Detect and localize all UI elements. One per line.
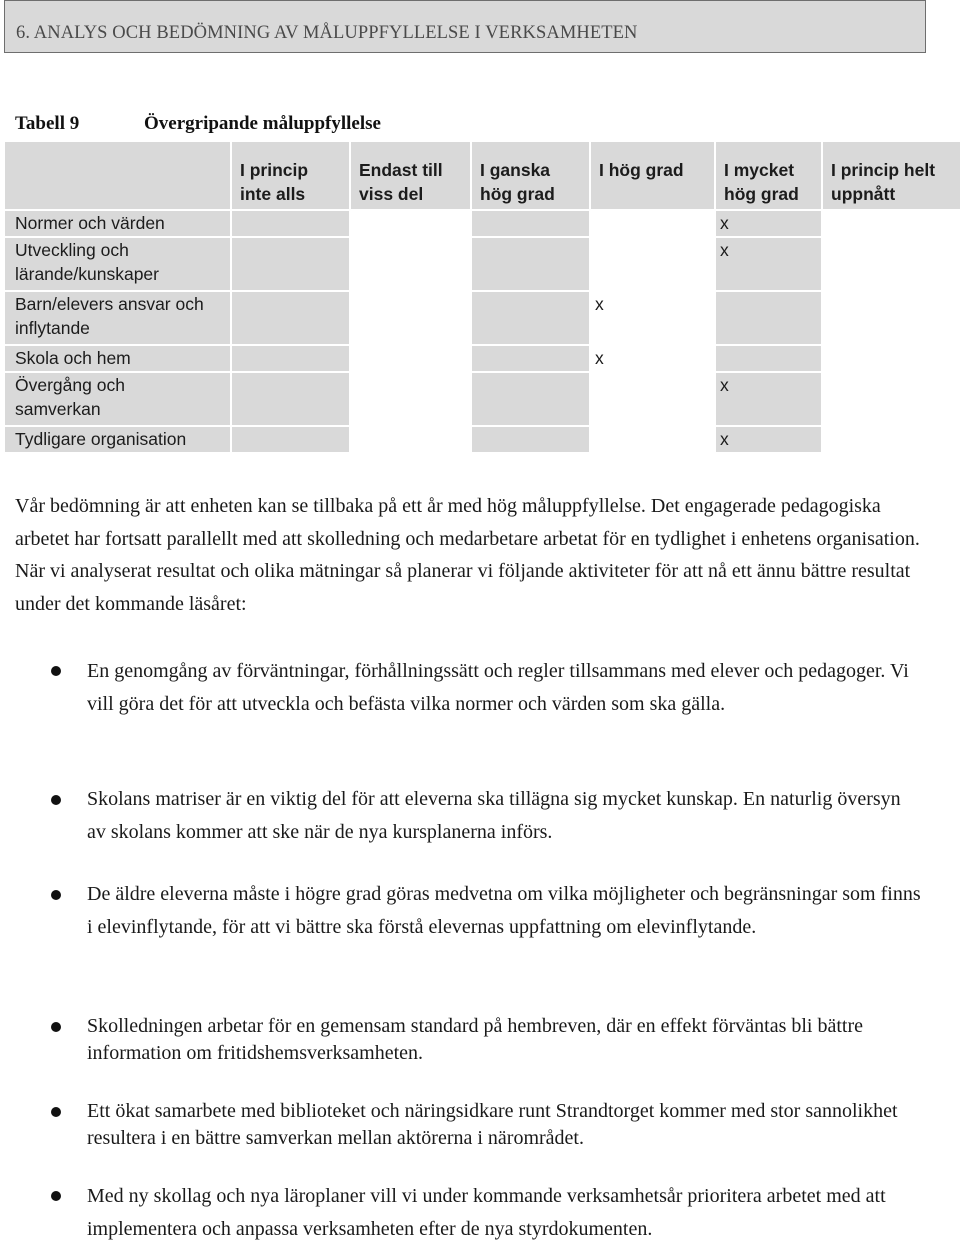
row-label [5, 373, 230, 425]
table-cell: x [716, 211, 821, 236]
row-label-line: Övergång och [15, 375, 125, 395]
bullet-dot-icon [51, 666, 61, 676]
column-header-line: I princip helt [831, 160, 936, 180]
table-cell [591, 373, 714, 425]
table-cell [823, 346, 960, 371]
table-cell [472, 346, 589, 371]
table-cell: x [716, 427, 821, 452]
table-cell [591, 238, 714, 290]
table-cell [823, 292, 960, 344]
table-cell [472, 211, 589, 236]
table-cell [351, 211, 470, 236]
table-cell [716, 292, 821, 344]
list-item: Ett ökat samarbete med biblioteket och näringsidkare runt Strandtorget kommer med stor sannolikhet resultera i en bättre samverkan mellan aktörerna i närområdet. [87, 1100, 898, 1149]
table-cell [232, 427, 349, 452]
table-cell [823, 238, 960, 290]
section-header [4, 0, 926, 53]
list-item: En genomgång av förväntningar, förhållningssätt och regler tillsammans med elever och pedagoger. Vi vill göra det för att utveckla och befästa vilka normer och värden som ska gälla. [87, 660, 909, 715]
table-cell [823, 211, 960, 236]
table-cell [232, 211, 349, 236]
bullet-dot-icon [51, 795, 61, 805]
table-cell [351, 292, 470, 344]
row-label: Skola och hem [5, 346, 230, 371]
table-cell [591, 427, 714, 452]
list-item: De äldre eleverna måste i högre grad göras medvetna om vilka möjligheter och begränsningar som finns i elevinflytande, för att vi bättre ska förstå elevernas uppfattning om elevinflytande. [87, 883, 921, 938]
table-caption-label: Tabell 9 [15, 113, 80, 134]
list-item: Med ny skollag och nya läroplaner vill vi under kommande verksamhetsår prioritera arbetet med att implementera och anpassa verksamheten efter de nya styrdokumenten. [87, 1185, 886, 1240]
column-header-line: hög grad [480, 184, 555, 204]
table-cell [591, 211, 714, 236]
list-item: Skolans matriser är en viktig del för att eleverna ska tillägna sig mycket kunskap. En naturlig översyn av skolans kommer att ske när de nya kursplanerna införs. [87, 788, 901, 843]
table-cell: x [716, 238, 821, 290]
table-cell: x [716, 373, 821, 425]
row-label-line: Barn/elevers ansvar och [15, 294, 204, 314]
table-cell [351, 238, 470, 290]
table-caption-title: Övergripande måluppfyllelse [144, 113, 381, 134]
column-header-line: I mycket [724, 160, 795, 180]
table-cell [351, 373, 470, 425]
table-cell [472, 373, 589, 425]
table-corner-cell [5, 142, 230, 209]
table-cell: x [591, 346, 714, 371]
row-label: Tydligare organisation [5, 427, 230, 452]
table-cell [232, 292, 349, 344]
table-cell [351, 346, 470, 371]
row-label [5, 292, 230, 344]
table-cell [351, 427, 470, 452]
bullet-dot-icon [51, 1022, 61, 1032]
row-label-line: inflytande [15, 318, 90, 338]
column-header-line: hög grad [724, 184, 799, 204]
row-label-line: Utveckling och [15, 240, 129, 260]
bullet-dot-icon [51, 890, 61, 900]
table-cell [823, 427, 960, 452]
column-header [232, 142, 349, 209]
bullet-dot-icon [51, 1191, 61, 1201]
table-cell [232, 346, 349, 371]
row-label-line: samverkan [15, 399, 101, 419]
table-cell [716, 346, 821, 371]
table-cell [232, 238, 349, 290]
table-cell [823, 373, 960, 425]
row-label-line: lärande/kunskaper [15, 264, 159, 284]
column-header-line: inte alls [240, 184, 306, 204]
column-header [351, 142, 470, 209]
row-label: Normer och värden [5, 211, 230, 236]
column-header-line: Endast till [359, 160, 443, 180]
bullet-dot-icon [51, 1107, 61, 1117]
table-cell [232, 373, 349, 425]
table-cell: x [591, 292, 714, 344]
column-header-line: viss del [359, 184, 424, 204]
intro-paragraph: Vår bedömning är att enheten kan se tillbaka på ett år med hög måluppfyllelse. Det engagerade pedagogiska arbetet har fortsatt parallellt med att skolledning och medarbetare arbetat för en tydlighet i enhetens organisation. När vi analyserat resultat och olika mätningar så planerar vi följande aktiviteter för att nå ett ännu bättre resultat under det kommande läsåret: [15, 495, 920, 615]
column-header-line: I ganska [480, 160, 551, 180]
table-cell [472, 427, 589, 452]
column-header [823, 142, 960, 209]
list-item: Skolledningen arbetar för en gemensam standard på hembreven, där en effekt förväntas bli bättre information om fritidshemsverksamheten. [87, 1015, 863, 1064]
goal-fulfillment-table [5, 142, 957, 452]
column-header [472, 142, 589, 209]
column-header-line: uppnått [831, 184, 896, 204]
column-header [591, 142, 714, 209]
column-header-line: I hög grad [599, 160, 684, 180]
column-header-line: I princip [240, 160, 309, 180]
column-header [716, 142, 821, 209]
table-cell [472, 238, 589, 290]
table-cell [472, 292, 589, 344]
row-label [5, 238, 230, 290]
section-title: 6. ANALYS OCH BEDÖMNING AV MÅLUPPFYLLELSE I VERKSAMHETEN [16, 23, 638, 43]
